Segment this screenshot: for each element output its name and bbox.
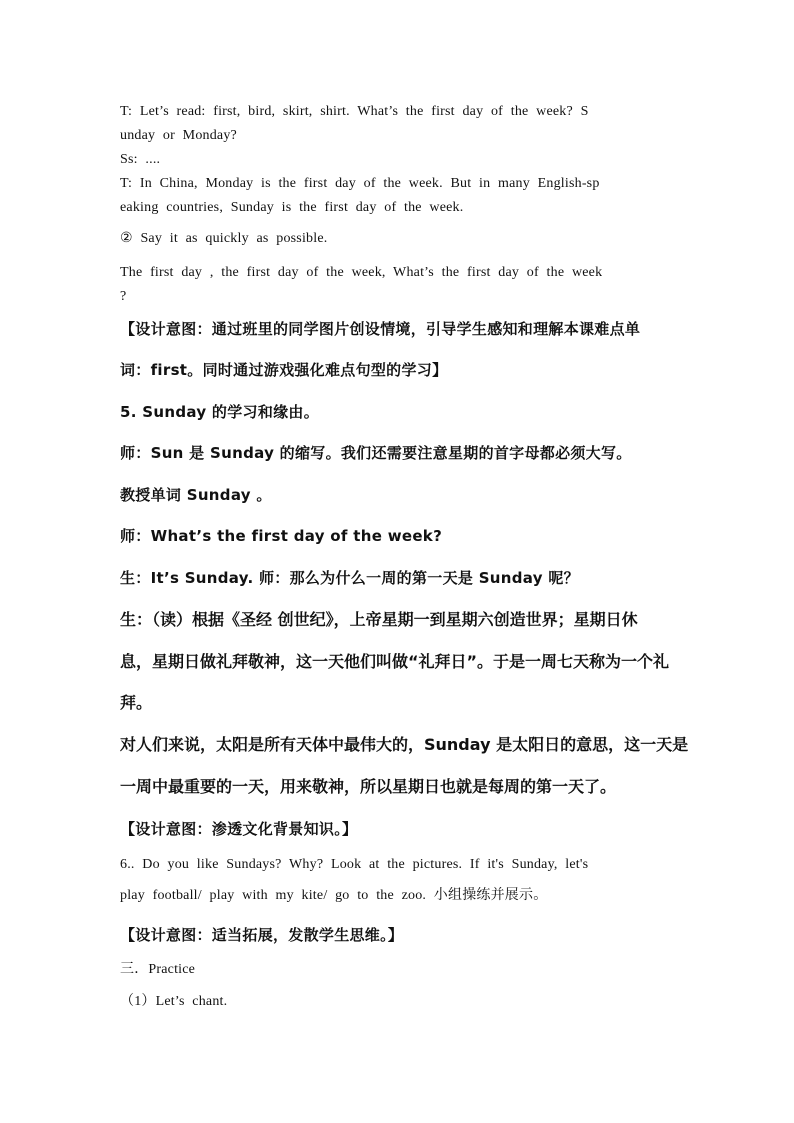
- lets-chant-line: （1）Let’s chant.: [120, 994, 228, 1009]
- text-line: T: In China, Monday is the first day of the week. But in many English-sp: [120, 176, 600, 191]
- student-reading-line-2: 息，星期日做礼拜敬神，这一天他们叫做“礼拜日”。于是一周七天称为一个礼: [120, 652, 670, 671]
- section-5-heading: 5. Sunday 的学习和缘由。: [120, 403, 320, 421]
- text-line: The first day , the first day of the week, What’s the first day of the week: [120, 265, 603, 280]
- text-line: ?: [120, 289, 127, 304]
- explanation-line-1: 对人们来说，太阳是所有天体中最伟大的，Sunday 是太阳日的意思，这一天是: [120, 735, 689, 754]
- teacher-line-sun: 师：Sun 是 Sunday 的缩写。我们还需要注意星期的首字母都必须大写。: [120, 444, 632, 462]
- explanation-line-2: 一周中最重要的一天，用来敬神，所以星期日也就是每周的第一天了。: [120, 777, 617, 796]
- practice-heading: 三．Practice: [120, 962, 196, 977]
- student-reading-line-3: 拜。: [120, 693, 153, 712]
- text-line: unday or Monday?: [120, 128, 237, 143]
- teach-word-line: 教授单词 Sunday 。: [120, 486, 272, 504]
- design-intent-3: 【设计意图：适当拓展，发散学生思维。】: [120, 926, 404, 944]
- text-line: 6.. Do you like Sundays? Why? Look at the pictures. If it's Sunday, let's: [120, 857, 589, 872]
- student-answer-line: 生：It’s Sunday. 师：那么为什么一周的第一天是 Sunday 呢？: [120, 569, 579, 587]
- section-6-paragraph: [120, 849, 588, 911]
- student-reading-line-1: 生：（读）根据《圣经 创世纪》，上帝星期一到星期六创造世界；星期日休: [120, 610, 638, 629]
- teacher-read-paragraph: [120, 100, 589, 148]
- text-line: Ss: ....: [120, 152, 161, 167]
- step-two-line: [120, 227, 327, 251]
- students-response: [120, 148, 160, 172]
- text-line: T: Let’s read: first, bird, skirt, shirt. What’s the first day of the week? S: [120, 104, 589, 119]
- teacher-question-line: 师：What’s the first day of the week?: [120, 527, 443, 545]
- design-intent-2: 【设计意图：渗透文化背景知识。】: [120, 820, 358, 838]
- text-line: ② Say it as quickly as possible.: [120, 231, 328, 246]
- text-line: eaking countries, Sunday is the first day of the week.: [120, 200, 464, 215]
- design-intent-1-line-2: 词：first。同时通过游戏强化难点句型的学习】: [120, 361, 448, 379]
- teacher-china-paragraph: [120, 172, 600, 220]
- chant-paragraph: [120, 261, 602, 309]
- text-line: play football/ play with my kite/ go to the zoo. 小组操练并展示。: [120, 888, 548, 903]
- design-intent-1-line-1: 【设计意图：通过班里的同学图片创设情境，引导学生感知和理解本课难点单: [120, 320, 641, 338]
